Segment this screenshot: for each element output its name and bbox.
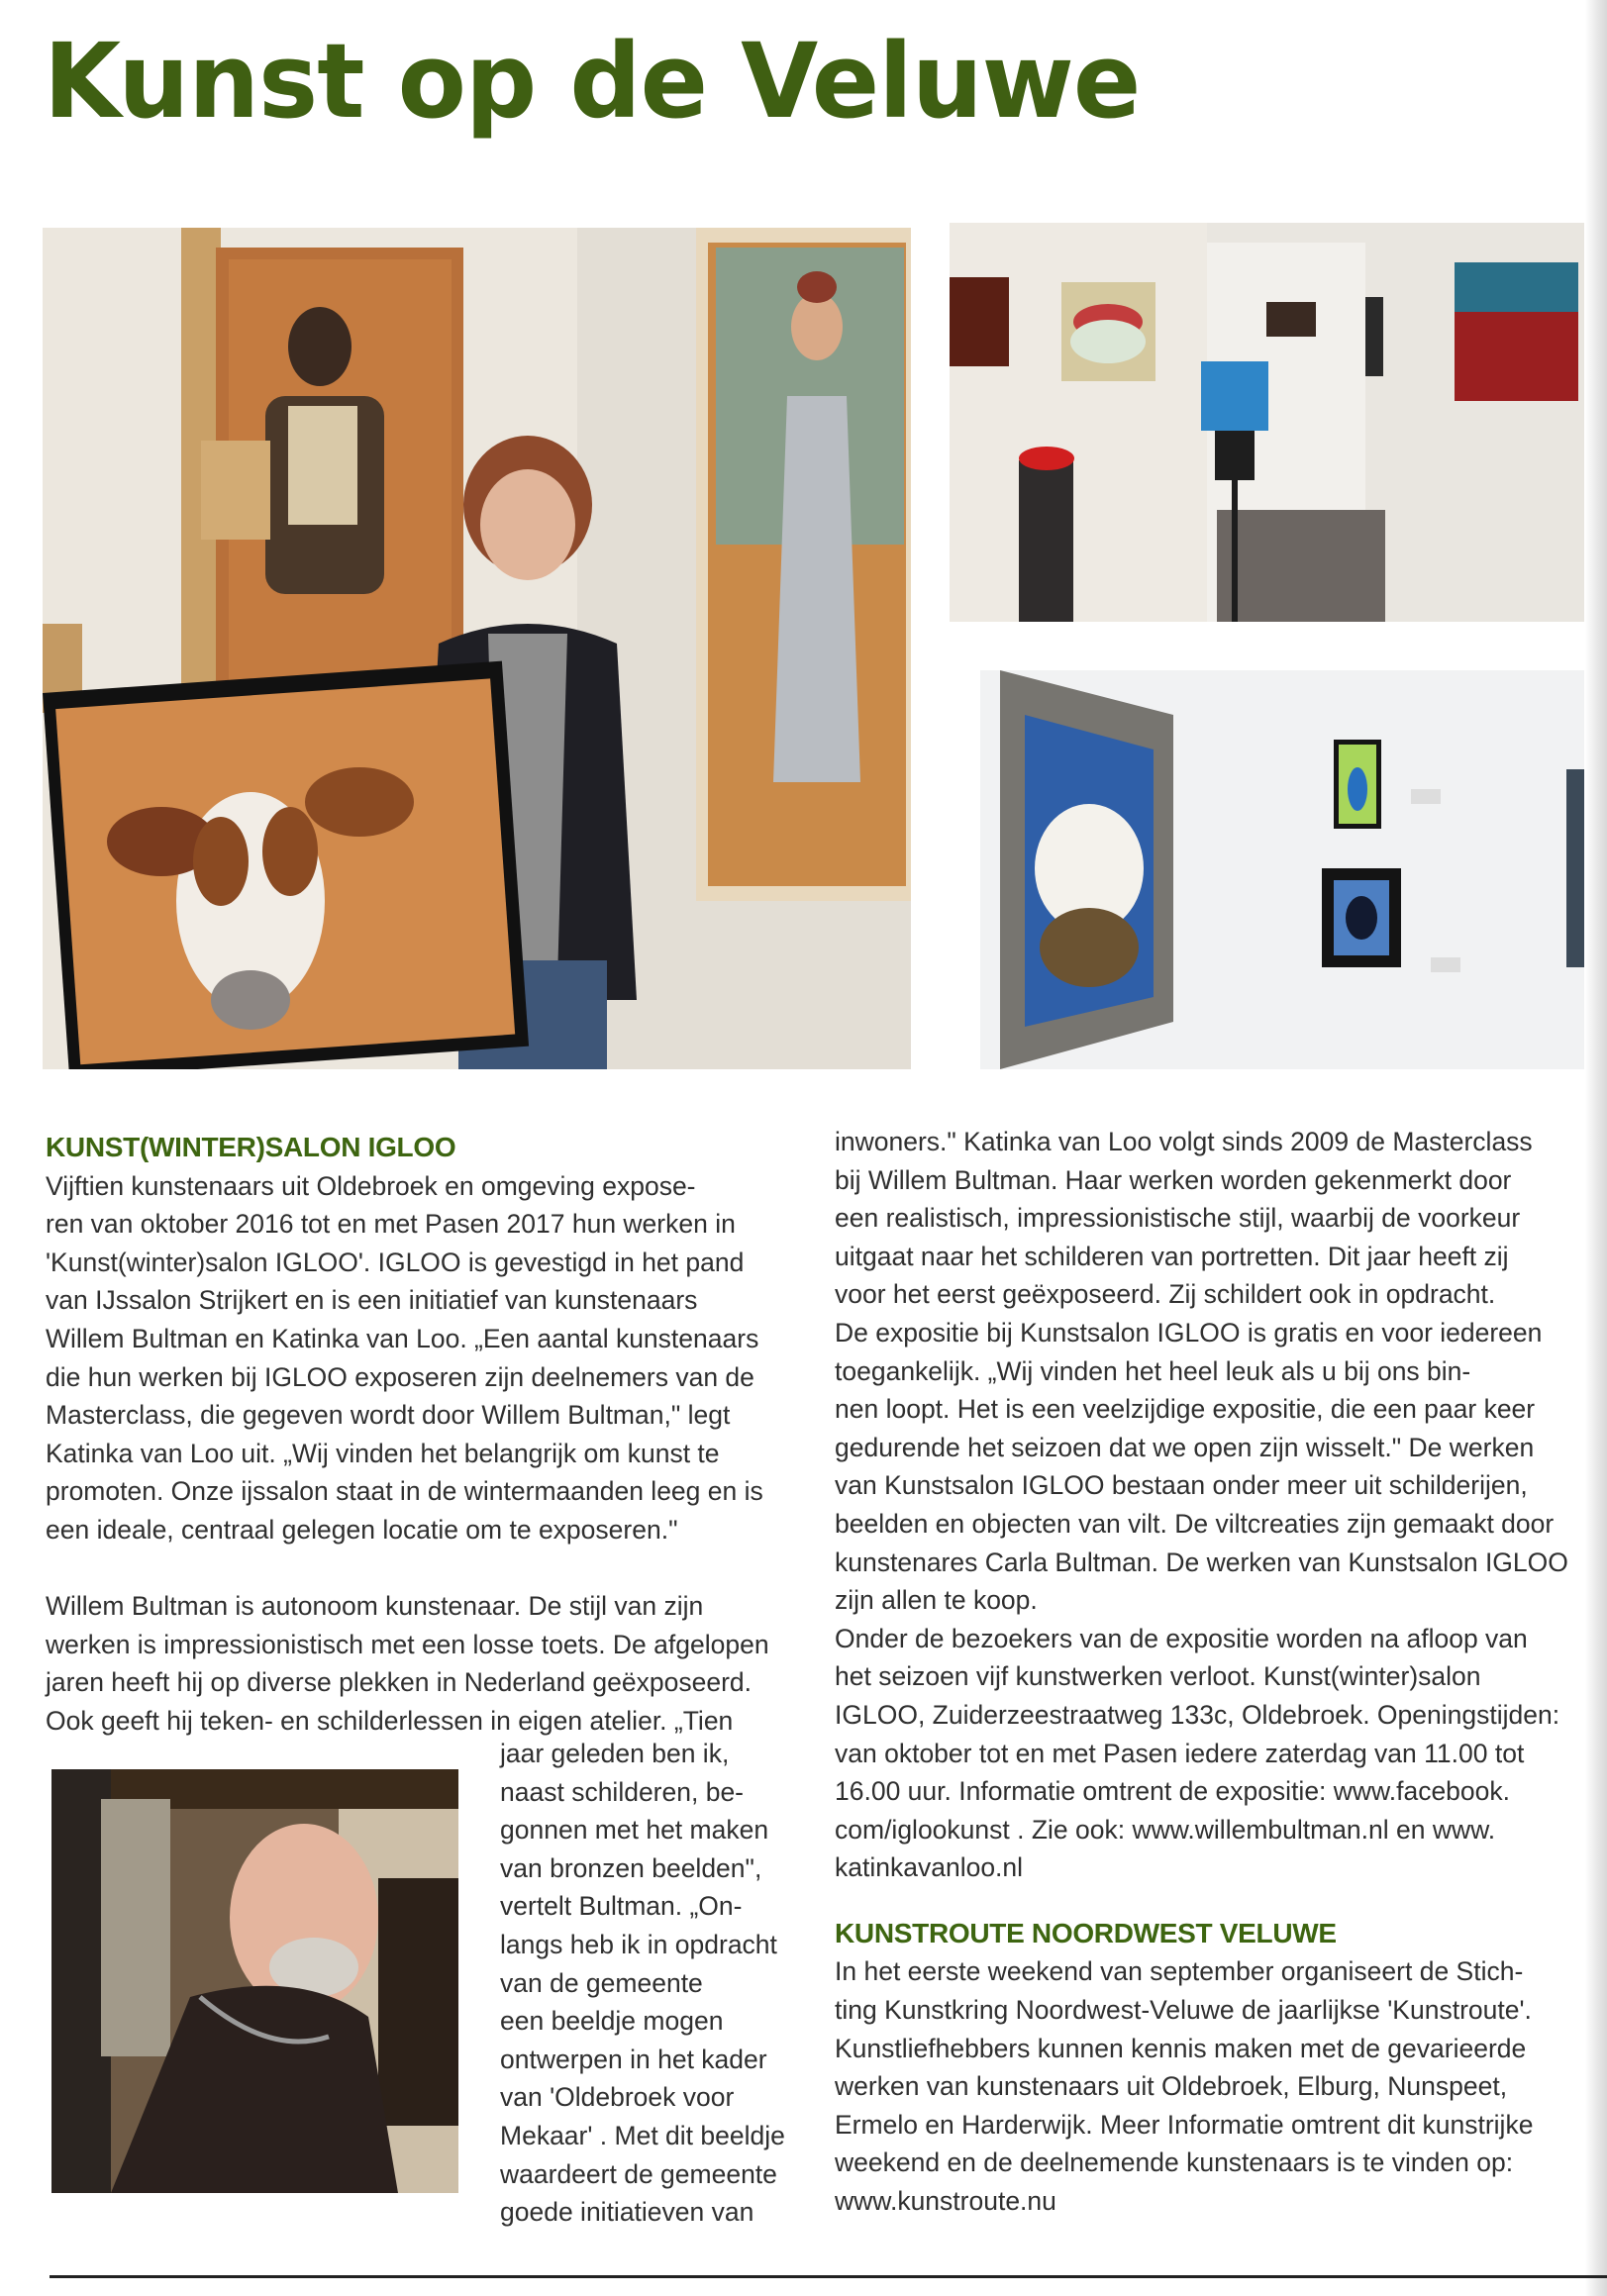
text-line: goede initiatieven van bbox=[500, 2197, 754, 2228]
text-line: Vijftien kunstenaars uit Oldebroek en omgeving expose- bbox=[46, 1170, 696, 1201]
text-line: katinkavanloo.nl bbox=[835, 1852, 1024, 1883]
photo-swan-and-birds bbox=[980, 670, 1584, 1069]
article-column-right bbox=[835, 1123, 1597, 2221]
text-line: uitgaat naar het schilderen van portretten. Dit jaar heeft zij bbox=[835, 1241, 1509, 1271]
photo-gallery-room bbox=[950, 223, 1584, 622]
photo-artist-with-paintings bbox=[43, 228, 911, 1069]
section-heading-kunstroute: KUNSTROUTE NOORDWEST VELUWE bbox=[835, 1917, 1337, 1948]
text-line: naast schilderen, be- bbox=[500, 1776, 745, 1807]
text-line: ontwerpen in het kader bbox=[500, 2044, 767, 2074]
text-line: In het eerste weekend van september organiseert de Stich- bbox=[835, 1956, 1524, 1987]
text-line: toegankelijk. „Wij vinden het heel leuk als u bij ons bin- bbox=[835, 1355, 1471, 1386]
text-line: van oktober tot en met Pasen iedere zaterdag van 11.00 tot bbox=[835, 1738, 1525, 1768]
text-line: www.kunstroute.nu bbox=[835, 2186, 1056, 2217]
text-line: Masterclass, die gegeven wordt door Willem Bultman," legt bbox=[46, 1400, 731, 1431]
text-line: Mekaar' . Met dit beeldje bbox=[500, 2120, 785, 2150]
text-line: werken van kunstenaars uit Oldebroek, Elburg, Nunspeet, bbox=[835, 2071, 1508, 2102]
paragraph-willem-bultman bbox=[46, 1587, 808, 1740]
text-line: Onder de bezoekers van de expositie worden na afloop van bbox=[835, 1623, 1528, 1653]
text-line: ren van oktober 2016 tot en met Pasen 2017 hun werken in bbox=[46, 1209, 736, 1240]
bottom-rule bbox=[50, 2275, 1607, 2278]
text-line: com/iglookunst . Zie ook: www.willembultman.nl en www. bbox=[835, 1814, 1496, 1845]
paragraph-katinka-and-exposition bbox=[835, 1123, 1597, 1887]
text-line: nen loopt. Het is een veelzijdige expositie, die een paar keer bbox=[835, 1394, 1536, 1425]
article-column-narrow bbox=[500, 1735, 807, 2232]
text-line: Kunstliefhebbers kunnen kennis maken met de gevarieerde bbox=[835, 2033, 1527, 2063]
text-line: 'Kunst(winter)salon IGLOO'. IGLOO is gevestigd in het pand bbox=[46, 1247, 745, 1277]
text-line: het seizoen vijf kunstwerken verloot. Kunst(winter)salon bbox=[835, 1661, 1481, 1692]
text-line: langs heb ik in opdracht bbox=[500, 1929, 777, 1959]
text-line: die hun werken bij IGLOO exposeren zijn deelnemers van de bbox=[46, 1361, 754, 1392]
page-title: Kunst op de Veluwe bbox=[44, 21, 1141, 142]
text-line: werken is impressionistisch met een losse toets. De afgelopen bbox=[46, 1629, 769, 1659]
text-line: van 'Oldebroek voor bbox=[500, 2082, 735, 2113]
text-line: Ermelo en Harderwijk. Meer Informatie omtrent dit kunstrijke bbox=[835, 2109, 1534, 2140]
text-line: van Kunstsalon IGLOO bestaan onder meer uit schilderijen, bbox=[835, 1470, 1528, 1501]
text-line: waardeert de gemeente bbox=[500, 2158, 777, 2189]
text-line: voor het eerst geëxposeerd. Zij schildert ook in opdracht. bbox=[835, 1279, 1496, 1310]
text-line: promoten. Onze ijssalon staat in de wintermaanden leeg en is bbox=[46, 1476, 763, 1507]
text-line: kunstenares Carla Bultman. De werken van Kunstsalon IGLOO bbox=[835, 1547, 1568, 1577]
text-line: van IJssalon Strijkert en is een initiatief van kunstenaars bbox=[46, 1285, 698, 1316]
text-line: zijn allen te koop. bbox=[835, 1585, 1038, 1616]
text-line: 16.00 uur. Informatie omtrent de expositie: www.facebook. bbox=[835, 1776, 1511, 1807]
article-column-left bbox=[46, 1129, 808, 1741]
text-line: gedurende het seizoen dat we open zijn wisselt." De werken bbox=[835, 1432, 1535, 1462]
text-line: jaren heeft hij op diverse plekken in Nederland geëxposeerd. bbox=[46, 1667, 753, 1698]
text-line: jaar geleden ben ik, bbox=[500, 1739, 730, 1768]
text-line: Ook geeft hij teken- en schilderlessen in eigen atelier. „Tien bbox=[46, 1705, 734, 1736]
text-line: een beeldje mogen bbox=[500, 2006, 724, 2037]
text-line: vertelt Bultman. „On- bbox=[500, 1891, 743, 1922]
text-line: een ideale, centraal gelegen locatie om te exposeren." bbox=[46, 1514, 678, 1545]
text-line: ting Kunstkring Noordwest-Veluwe de jaarlijkse 'Kunstroute'. bbox=[835, 1995, 1532, 2026]
text-line: Willem Bultman en Katinka van Loo. „Een aantal kunstenaars bbox=[46, 1323, 759, 1353]
text-line: een realistisch, impressionistische stijl, waarbij de voorkeur bbox=[835, 1203, 1521, 1234]
text-line: IGLOO, Zuiderzeestraatweg 133c, Oldebroek. Openingstijden: bbox=[835, 1699, 1560, 1730]
text-line: Katinka van Loo uit. „Wij vinden het belangrijk om kunst te bbox=[46, 1438, 720, 1468]
text-line: De expositie bij Kunstsalon IGLOO is gratis en voor iedereen bbox=[835, 1317, 1543, 1348]
section-heading-igloo: KUNST(WINTER)SALON IGLOO bbox=[46, 1132, 456, 1162]
text-line: beelden en objecten van vilt. De viltcreaties zijn gemaakt door bbox=[835, 1508, 1555, 1539]
paragraph-kunstroute bbox=[835, 1952, 1597, 2220]
paragraph-igloo-intro bbox=[46, 1167, 808, 1549]
text-line: gonnen met het maken bbox=[500, 1815, 769, 1846]
text-line: weekend en de deelnemende kunstenaars is te vinden op: bbox=[835, 2147, 1514, 2178]
text-line: Willem Bultman is autonoom kunstenaar. De stijl van zijn bbox=[46, 1591, 704, 1622]
text-line: inwoners." Katinka van Loo volgt sinds 2009 de Masterclass bbox=[835, 1127, 1533, 1156]
text-line: van bronzen beelden", bbox=[500, 1852, 762, 1883]
photo-willem-bultman-portrait bbox=[51, 1769, 458, 2193]
text-line: bij Willem Bultman. Haar werken worden gekenmerkt door bbox=[835, 1164, 1512, 1195]
text-line: van de gemeente bbox=[500, 1967, 703, 1998]
